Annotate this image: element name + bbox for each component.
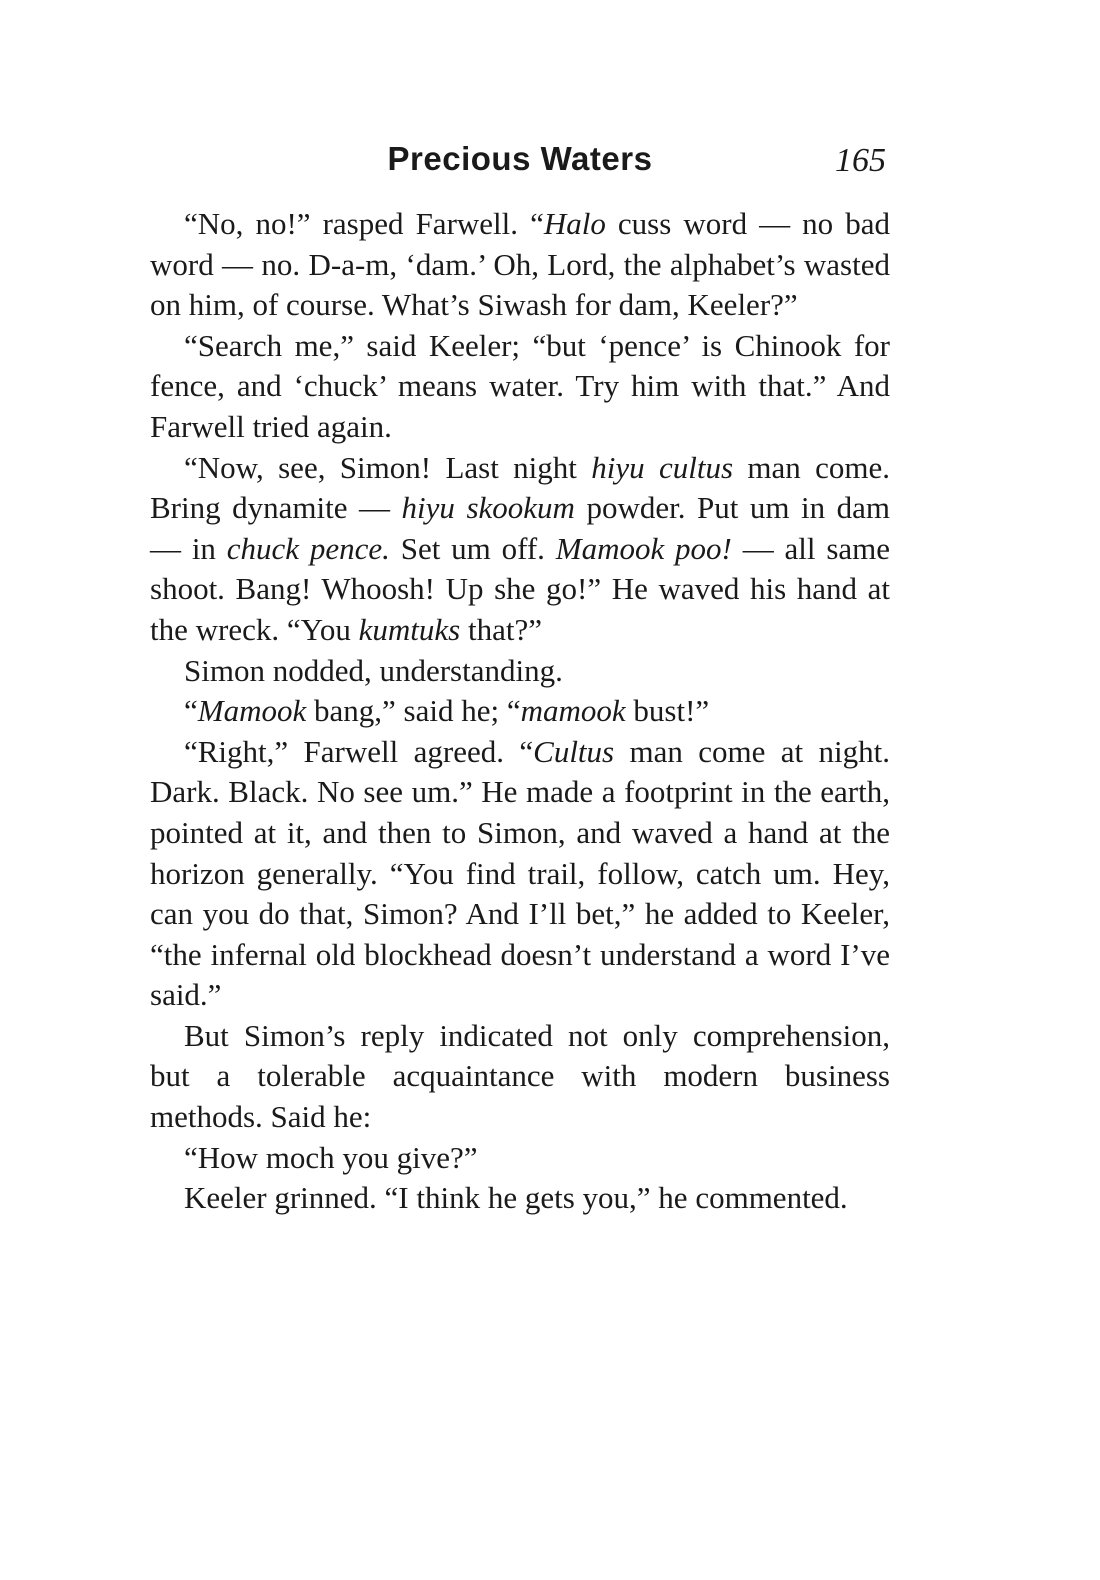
text-segment: powder. Put um in dam — in: [150, 490, 890, 566]
paragraph: [150, 448, 890, 651]
text-segment: that?”: [460, 611, 543, 647]
italic-text: Mamook: [197, 693, 307, 729]
page-header: [150, 140, 890, 186]
italic-text: Mamook poo!: [555, 530, 732, 566]
paragraph: [150, 1178, 890, 1219]
paragraph: [150, 732, 890, 1016]
text-segment: Keeler grinned. “I think he gets you,” he commented.: [184, 1180, 848, 1216]
text-segment: man come. Bring dynamite —: [150, 449, 890, 526]
text-segment: “How moch you give?”: [184, 1139, 478, 1175]
italic-text: Halo: [543, 206, 606, 241]
text-segment: “Right,” Farwell agreed. “: [184, 733, 534, 769]
italic-text: kumtuks: [358, 611, 461, 647]
body-text: [150, 204, 890, 1219]
text-segment: “No, no!” rasped Farwell. “: [184, 206, 544, 241]
text-segment: But Simon’s reply indicated not only comprehension, but a tolerable acquaintance with modern business methods. Said he:: [150, 1017, 890, 1135]
paragraph: [150, 1016, 890, 1138]
text-segment: Simon nodded, understanding.: [184, 652, 563, 688]
text-segment: man come at night. Dark. Black. No see um.” He made a footprint in the earth, pointed at it, and then to Simon, and waved a hand at the horizon generally. “You find trail, follow, catch um. Hey, can you do that, Simon? And I’ll bet,” he added to Keeler, “the infernal old blockhead doesn’t understand a word I’ve said.”: [150, 733, 890, 1013]
paragraph: [150, 204, 890, 326]
page-number: 165: [835, 142, 886, 179]
text-segment: bang,” said he; “: [306, 693, 521, 729]
running-title: Precious Waters: [387, 140, 653, 177]
italic-text: hiyu skookum: [401, 490, 575, 526]
text-segment: bust!”: [625, 693, 710, 729]
text-segment: “: [184, 693, 198, 729]
paragraph: [150, 651, 890, 692]
italic-text: chuck pence.: [226, 530, 390, 566]
text-segment: “Now, see, Simon! Last night: [184, 449, 592, 485]
paragraph: [150, 691, 890, 732]
text-segment: “Search me,” said Keeler; “but ‘pence’ is Chinook for fence, and ‘chuck’ means water. Try him with that.” And Farwell tried again.: [150, 327, 890, 444]
paragraph: [150, 1138, 890, 1179]
italic-text: Cultus: [533, 733, 615, 769]
text-segment: — all same shoot. Bang! Whoosh! Up she go!” He waved his hand at the wreck. “You: [150, 530, 891, 647]
italic-text: hiyu cultus: [591, 449, 734, 485]
paragraph: [150, 326, 890, 448]
text-segment: cuss word — no bad word — no. D-a-m, ‘dam.’ Oh, Lord, the alphabet’s wasted on him, of course. What’s Siwash for dam, Keeler?”: [150, 206, 891, 323]
italic-text: mamook: [520, 693, 626, 729]
text-segment: Set um off.: [389, 530, 556, 566]
